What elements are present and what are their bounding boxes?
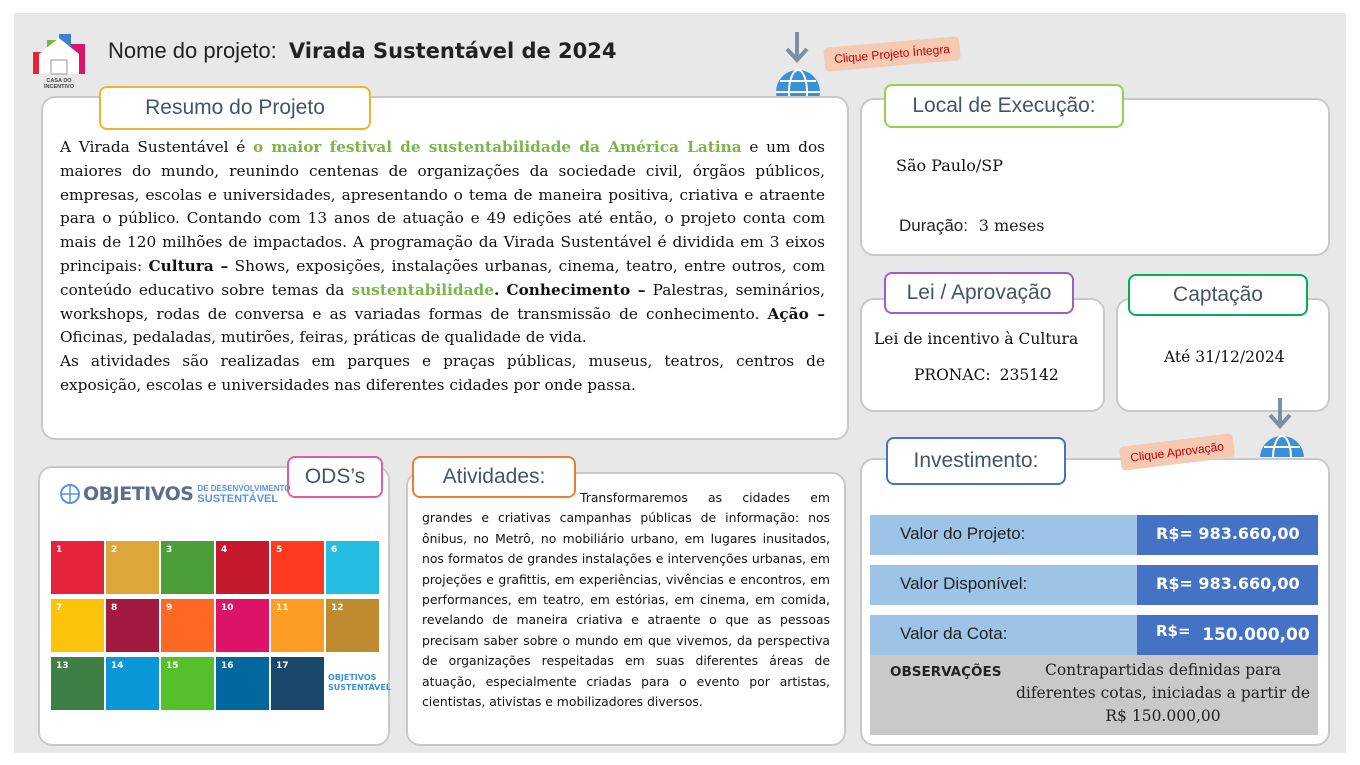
observacoes-text: Contrapartidas definidas para diferentes cotas, iniciadas a partir de R$ 150.000,00 bbox=[1015, 661, 1311, 725]
valor-cota-amount: 150.000,00 bbox=[1202, 625, 1310, 645]
ods-tile-16: 16 bbox=[216, 657, 269, 710]
ods-banner-sub bbox=[197, 484, 290, 504]
ods-grid bbox=[51, 541, 391, 712]
observacoes-label: OBSERVAÇÕES bbox=[890, 664, 1002, 680]
down-arrow-icon bbox=[784, 30, 810, 68]
ods-tile-14: 14 bbox=[106, 657, 159, 710]
acao-label: Ação – bbox=[767, 304, 825, 323]
captacao-value: Até 31/12/2024 bbox=[1164, 348, 1285, 366]
acao-text: Oficinas, pedaladas, mutirões, feiras, práticas de qualidade de vida. bbox=[60, 328, 587, 347]
ods-tile-13: 13 bbox=[51, 657, 104, 710]
cultura-label: Cultura – bbox=[148, 256, 229, 275]
ods-banner-sub2: SUSTENTÁVEL bbox=[197, 493, 279, 505]
logo-text: CASA DO INCENTIVO bbox=[44, 78, 74, 90]
pronac-value: 235142 bbox=[999, 366, 1059, 384]
valor-projeto-row bbox=[870, 515, 1318, 555]
valor-disponivel-value: R$= 983.660,00 bbox=[1137, 565, 1318, 605]
ods-tile-11: 11 bbox=[271, 599, 324, 652]
valor-projeto-value: R$= 983.660,00 bbox=[1137, 515, 1318, 555]
lei-line: Lei de incentivo à Cultura bbox=[874, 330, 1079, 348]
ods-tile-logo bbox=[326, 657, 391, 710]
ods-corner-main: OBJETIVOS bbox=[328, 673, 377, 682]
valor-cota-value bbox=[1137, 615, 1318, 655]
valor-disponivel-row bbox=[870, 565, 1318, 605]
valor-cota-prefix: R$= bbox=[1156, 622, 1191, 640]
conhecimento-text: Palestras, seminários, workshops, rodas de conversa e as variadas formas de transmissão de conhecimento. bbox=[60, 280, 825, 323]
valor-projeto-label: Valor do Projeto: bbox=[900, 524, 1026, 543]
valor-cota-row bbox=[870, 615, 1318, 655]
ods-tile-6: 6 bbox=[326, 541, 379, 594]
atividades-title: Atividades: bbox=[412, 456, 576, 498]
atividades-text bbox=[422, 488, 830, 712]
ods-tile-3: 3 bbox=[161, 541, 214, 594]
project-label: Nome do projeto: bbox=[108, 38, 277, 63]
sustentabilidade-word: sustentabilidade bbox=[351, 280, 494, 299]
resumo-text-part: e um dos maiores do mundo, reunindo centenas de organizações da sociedade civil, órgãos públicos, empresas, escolas e universidades, apresentando o tema de maneira positiva, criativa e atraente para o público. Contando com 13 anos de atuação e 49 edições até então, o projeto conta com mais de 120 milhões de impactados. A programação da Virada Sustentável é dividida em 3 eixos principais: bbox=[60, 138, 826, 275]
ods-tile-8: 8 bbox=[106, 599, 159, 652]
down-arrow-icon bbox=[1267, 396, 1293, 434]
resumo-paragraph-2: As atividades são realizadas em parques e praças públicas, museus, teatros, centros de exposição, escolas e universidades nas diferentes cidades por onde passa. bbox=[60, 352, 825, 394]
local-title: Local de Execução: bbox=[884, 84, 1124, 128]
atividades-body: Transformaremos as cidades em grandes e criativas campanhas públicas de informação: nos ônibus, no Metrô, no mobiliário urbano, em lugares inusitados, nos formatos de grandes instalações e intervenções urbanas, em projeções e grafittis, em experiências, vivências e encontros, em performances, em teatro, em estórias, em cinema, em comida, revelando de maneira criativa e atraente o que as pessoas precisam saber sobre o mundo em que vivemos, da perspectiva de organizações respeitadas em suas diferentes áreas de atuação, especialmente criadas para o evento por artistas, cientistas, ativistas e mobilizadores diversos. bbox=[422, 490, 830, 710]
ods-banner bbox=[60, 481, 290, 507]
resumo-text-part: A Virada Sustentável é bbox=[60, 138, 253, 156]
ods-tile-9: 9 bbox=[161, 599, 214, 652]
pronac-label: PRONAC: bbox=[914, 366, 991, 384]
duracao-value: 3 meses bbox=[978, 216, 1045, 235]
conhecimento-label: Conhecimento – bbox=[506, 280, 646, 299]
duracao-label: Duração: bbox=[899, 216, 968, 235]
resumo-highlight: o maior festival de sustentabilidade da América Latina bbox=[252, 138, 742, 156]
page-title bbox=[108, 38, 617, 64]
ods-tile-7: 7 bbox=[51, 599, 104, 652]
ods-tile-2: 2 bbox=[106, 541, 159, 594]
lei-title: Lei / Aprovação bbox=[884, 272, 1074, 314]
valor-cota-label: Valor da Cota: bbox=[900, 624, 1008, 643]
pronac bbox=[914, 366, 1059, 384]
ods-tile-1: 1 bbox=[51, 541, 104, 594]
resumo-text bbox=[60, 136, 825, 398]
valor-disponivel-label: Valor Disponível: bbox=[900, 574, 1028, 593]
ods-corner-sub: SUSTENTÁVEL bbox=[328, 683, 391, 692]
observacoes-box bbox=[870, 655, 1318, 735]
un-emblem-icon bbox=[60, 484, 80, 504]
ods-tile-5: 5 bbox=[271, 541, 324, 594]
local-duracao bbox=[899, 216, 1045, 236]
ods-banner-main: OBJETIVOS bbox=[83, 483, 194, 505]
clique-projeto-integra-link[interactable]: Clique Projeto Íntegra bbox=[823, 36, 961, 72]
ods-tile-4: 4 bbox=[216, 541, 269, 594]
lei-card bbox=[860, 298, 1105, 412]
cultura-text: Shows, exposições, instalações urbanas, cinema, teatro, entre outros, com conteúdo educativo sobre temas da bbox=[60, 256, 825, 299]
ods-banner-sub1: DE DESENVOLVIMENTO bbox=[197, 484, 291, 493]
ods-tile-10: 10 bbox=[216, 599, 269, 652]
ods-tile-12: 12 bbox=[326, 599, 379, 652]
ods-tile-17: 17 bbox=[271, 657, 324, 710]
project-name: Virada Sustentável de 2024 bbox=[288, 39, 617, 63]
investimento-title: Investimento: bbox=[886, 437, 1066, 485]
period: . bbox=[493, 280, 500, 299]
local-city: São Paulo/SP bbox=[896, 156, 1003, 175]
ods-title: ODS’s bbox=[287, 456, 383, 498]
clique-aprovacao-link[interactable]: Clique Aprovação bbox=[1119, 433, 1235, 471]
ods-tile-15: 15 bbox=[161, 657, 214, 710]
captacao-title: Captação bbox=[1128, 274, 1308, 316]
resumo-title: Resumo do Projeto bbox=[99, 86, 371, 130]
casa-do-incentivo-logo bbox=[31, 30, 87, 88]
